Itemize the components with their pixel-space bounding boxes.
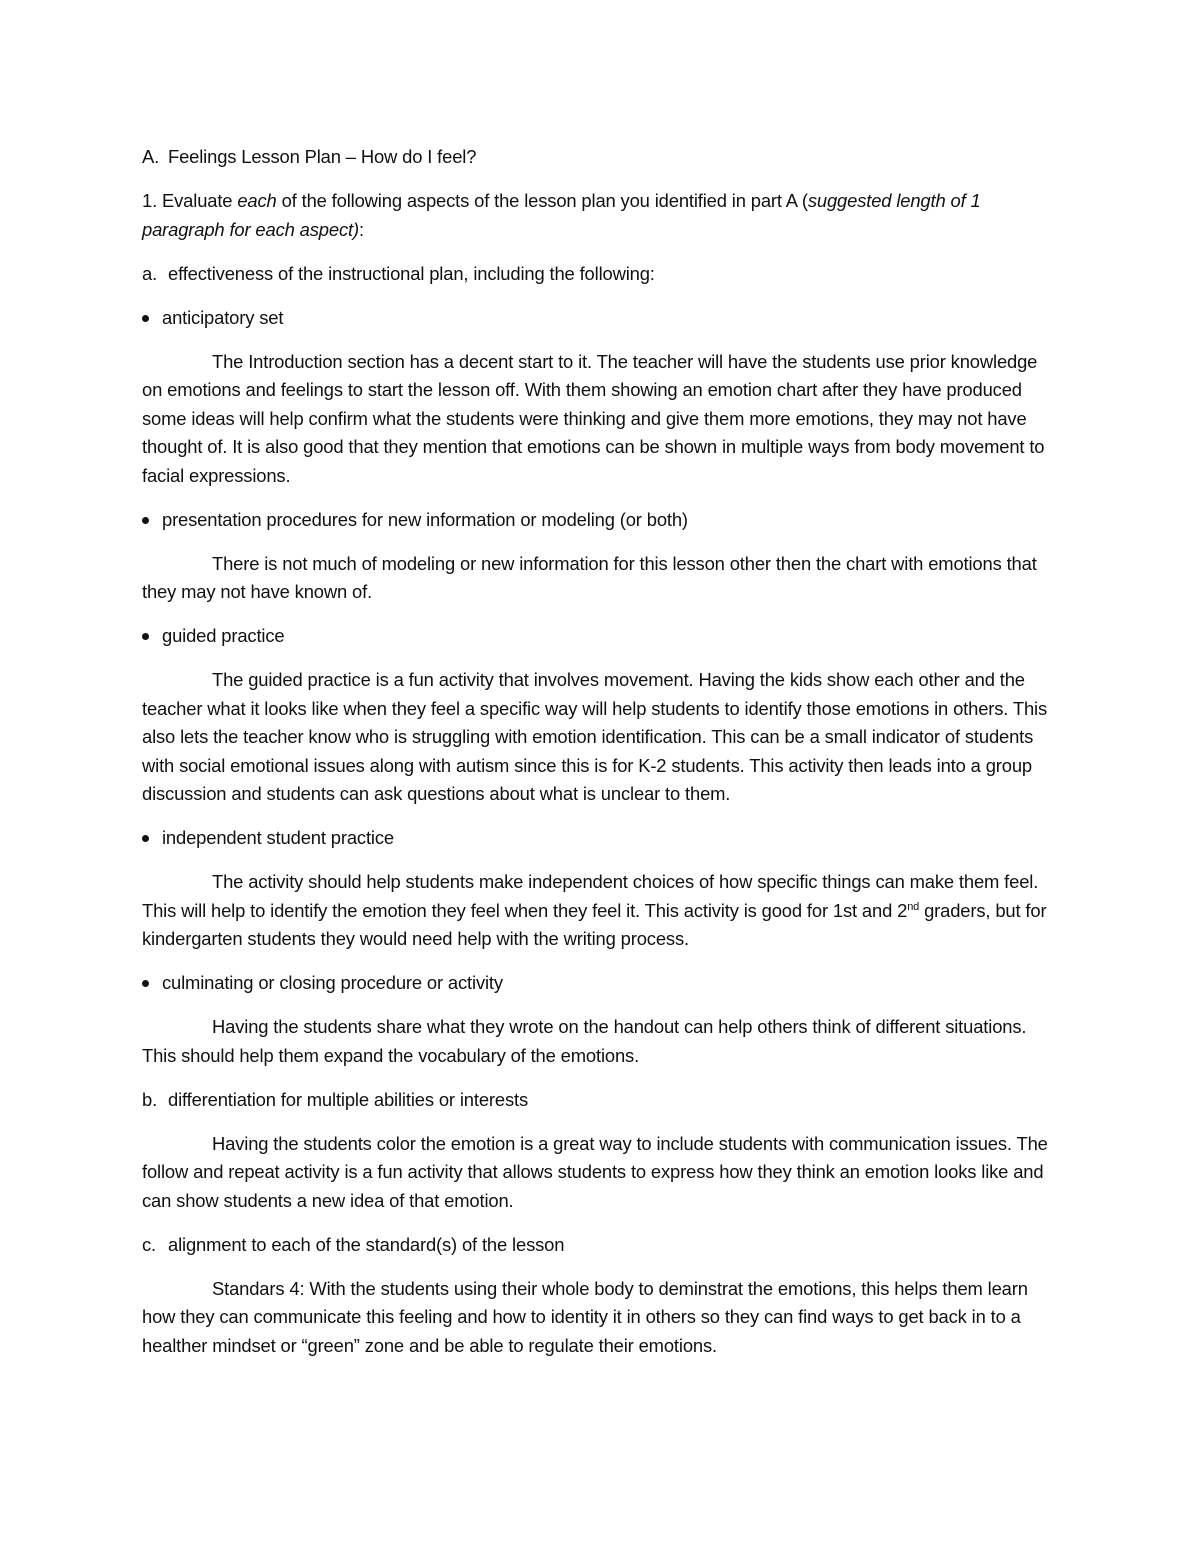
list-marker: 1. xyxy=(142,190,158,211)
bullet-label: culminating or closing procedure or activity xyxy=(162,972,503,993)
bullet-response xyxy=(142,868,1058,954)
section-b-heading xyxy=(142,1086,1058,1115)
list-marker: b. xyxy=(142,1088,158,1110)
bullet-icon xyxy=(142,835,149,842)
bullet-response: There is not much of modeling or new information for this lesson other then the chart with emotions that they may not have known of. xyxy=(142,552,1037,602)
q1-text-mid: of the following aspects of the lesson plan you identified in part A ( xyxy=(281,190,808,211)
section-b-response: Having the students color the emotion is a great way to include students with communication issues. The follow and repeat activity is a fun activity that allows students to express how they think an emotion looks like and can show students a new idea of that emotion. xyxy=(142,1132,1048,1211)
bullet-item xyxy=(142,824,1058,853)
response-text-pre: The activity should help students make independent choices of how specific things can make them feel. This will help to identify the emotion they feel when they feel it. This activity is good for 1st and 2 xyxy=(142,871,1039,921)
q1-text-pre: Evaluate xyxy=(162,190,233,211)
bullet-label: independent student practice xyxy=(162,827,394,848)
document-title xyxy=(142,143,1058,172)
question-1 xyxy=(142,187,1058,244)
list-marker: A. xyxy=(142,146,160,167)
bullet-response: The guided practice is a fun activity that involves movement. Having the kids show each other and the teacher what it looks like when they feel a specific way will help students to identify those emotions in others. This also lets the teacher know who is struggling with emotion identification. This can be a small indicator of students with social emotional issues along with autism since this is for K-2 students. This activity then leads into a group discussion and students can ask questions about what is unclear to them. xyxy=(142,669,1048,804)
bullet-item xyxy=(142,506,1058,535)
bullet-item xyxy=(142,969,1058,998)
bullet-item xyxy=(142,622,1058,651)
list-marker: c. xyxy=(142,1233,157,1255)
bullet-icon xyxy=(142,980,149,987)
section-a-heading xyxy=(142,260,1058,289)
bullet-response: Having the students share what they wrote on the handout can help others think of different situations. This should help them expand the vocabulary of the emotions. xyxy=(142,1016,1027,1066)
title-text: Feelings Lesson Plan – How do I feel? xyxy=(168,146,477,167)
list-marker: a. xyxy=(142,262,158,284)
q1-emphasis: each xyxy=(237,190,277,211)
document-body xyxy=(142,143,1058,1376)
response-text-post: graders, but for kindergarten students they would need help with the writing process. xyxy=(142,899,1047,949)
section-c-heading xyxy=(142,1231,1058,1260)
bullet-icon xyxy=(142,633,149,640)
ordinal-superscript: nd xyxy=(907,900,920,913)
q1-text-post: : xyxy=(358,218,364,240)
bullet-item xyxy=(142,304,1058,333)
section-b-heading-text: differentiation for multiple abilities or interests xyxy=(168,1088,529,1110)
bullet-label: presentation procedures for new information or modeling (or both) xyxy=(162,508,688,530)
bullet-icon xyxy=(142,517,149,524)
bullet-label: guided practice xyxy=(162,625,285,646)
section-a-heading-text: effectiveness of the instructional plan, including the following: xyxy=(168,262,655,284)
section-c-response: Standars 4: With the students using their whole body to deminstrat the emotions, this helps them learn how they can communicate this feeling and how to identity it in others so they can find ways to get back in to a healther mindset or “green” zone and be able to regulate their emotions. xyxy=(142,1277,1028,1356)
section-c-heading-text: alignment to each of the standard(s) of the lesson xyxy=(168,1233,565,1255)
bullet-icon xyxy=(142,315,149,322)
q1-emphasis-2: suggested length of 1 paragraph for each aspect) xyxy=(142,190,981,240)
bullet-label: anticipatory set xyxy=(162,306,284,328)
bullet-response: The Introduction section has a decent start to it. The teacher will have the students use prior knowledge on emotions and feelings to start the lesson off. With them showing an emotion chart after they have produced some ideas will help confirm what the students were thinking and give them more emotions, they may not have thought of. It is also good that they mention that emotions can be shown in multiple ways from body movement to facial expressions. xyxy=(142,350,1045,486)
